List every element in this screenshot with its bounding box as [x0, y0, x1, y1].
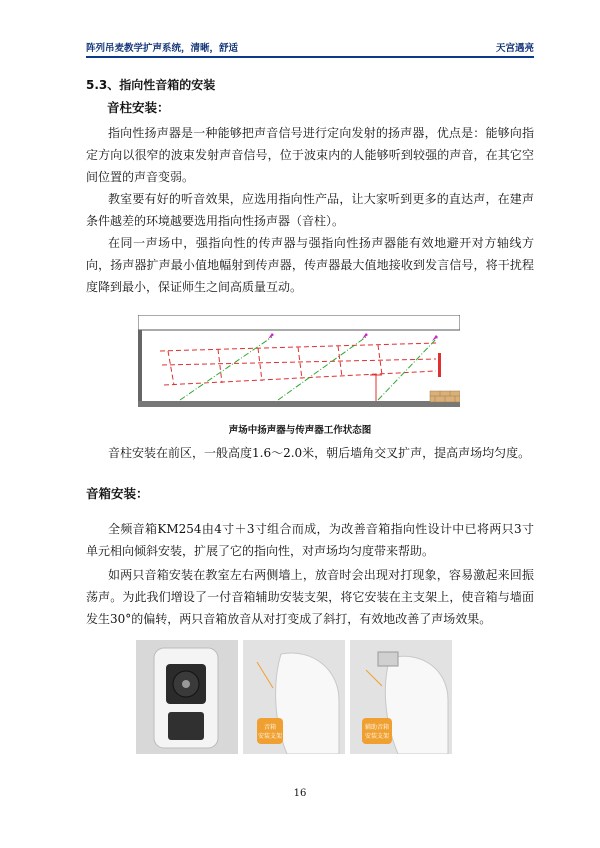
svg-text:辅助音箱: 辅助音箱 — [364, 724, 390, 731]
ceiling — [138, 315, 460, 330]
paragraph: 在同一声场中，强指向性的传声器与强指向性扬声器能有效地避开对方轴线方向，扬声器扩声最小值地幅射到传声器，传声器最大值地接收到发言信号，将干扰程度降到最小，保证师生之间高质量互动。 — [86, 236, 534, 294]
section-title: 5.3、指向性音箱的安装 — [86, 78, 216, 92]
header-title: 阵列吊麦教学扩声系统，清晰，舒适 — [86, 43, 239, 54]
sound-field-diagram — [138, 315, 460, 411]
speaker-photo-aux-bracket — [350, 640, 452, 754]
column-install-title: 音柱安装： — [107, 100, 170, 115]
floor — [138, 401, 460, 407]
speaker-photo-bracket — [243, 640, 345, 754]
red-beam-lines — [160, 343, 436, 385]
microphone-icons — [268, 333, 438, 341]
svg-text:音箱: 音箱 — [263, 724, 277, 731]
paragraph: 全频音箱KM254由4寸＋3寸组合而成，为改善音箱指向性设计中已将两只3寸单元相向倾斜安装，扩展了它的指向性，对声场均匀度带来帮助。 — [86, 522, 534, 558]
speaker-photo-front — [136, 640, 238, 754]
paragraph: 指向性扬声器是一种能够把声音信号进行定向发射的扬声器，优点是：能够向指定方向以很窄的波束发射声音信号，位于波束内的人能够听到较强的声音，在其它空间位置的声音变弱。 — [86, 126, 534, 184]
speaker-install-title: 音箱安装： — [86, 486, 149, 501]
svg-text:安装支架: 安装支架 — [364, 733, 390, 740]
paragraph: 音柱安装在前区，一般高度1.6～2.0米，朝后墙角交叉扩声，提高声场均匀度。 — [108, 446, 531, 460]
brick-wall — [430, 391, 460, 402]
left-wall — [138, 330, 142, 403]
page-number: 16 — [293, 788, 307, 799]
speaker-photos — [136, 640, 452, 754]
svg-text:安装支架: 安装支架 — [257, 733, 283, 740]
paragraph: 教室要有好的听音效果，应选用指向性产品，让大家听到更多的直达声，在建声条件越差的环境越要选用指向性扬声器（音柱）。 — [86, 192, 534, 228]
green-beam-lines — [180, 337, 438, 400]
page-header — [86, 38, 534, 58]
header-author: 天宫遇亮 — [495, 43, 534, 54]
column-speaker-icon — [438, 353, 441, 377]
paragraph: 如两只音箱安装在教室左右两侧墙上，放音时会出现对打现象，容易激起来回振荡声。为此我们增设了一付音箱辅助安装支架，将它安装在主支架上，使音箱与墙面发生30°的偏转，两只音箱放音从对打变成了斜打，有效地改善了声场效果。 — [86, 568, 534, 626]
figure-caption: 声场中扬声器与传声器工作状态图 — [228, 425, 372, 436]
